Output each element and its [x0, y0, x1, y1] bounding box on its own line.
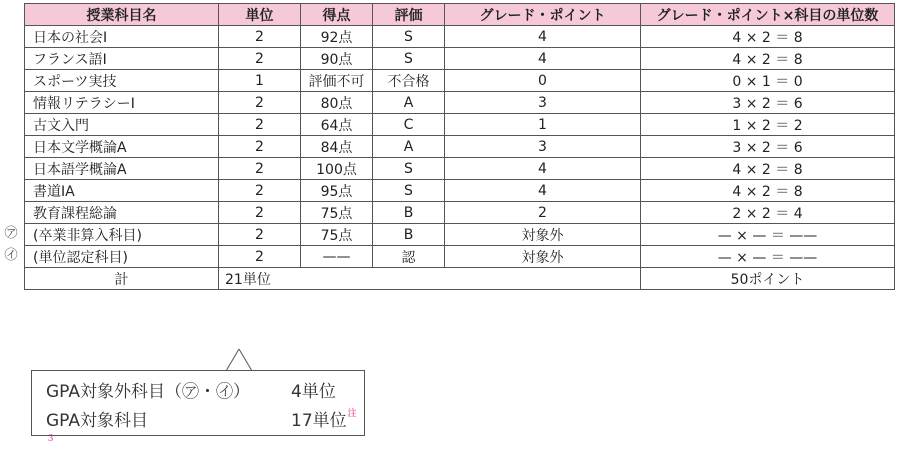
- score-cell: 90点: [301, 48, 373, 70]
- header-row: [25, 4, 895, 26]
- weighted-points-cell: 2 × 2 ＝ 4: [641, 202, 895, 224]
- score-cell: 92点: [301, 26, 373, 48]
- excluded-label: GPA対象外科目（㋐・㋑）: [46, 382, 250, 402]
- row-marker: ㋑: [4, 248, 18, 263]
- credits-cell: 2: [219, 26, 301, 48]
- score-cell: 75点: [301, 202, 373, 224]
- credits-cell: 1: [219, 70, 301, 92]
- included-label: GPA対象科目: [46, 411, 148, 431]
- note-marker: 注３: [46, 409, 357, 444]
- table-row: [25, 136, 895, 158]
- grade-point-cell: 1: [445, 114, 641, 136]
- credits-cell: 2: [219, 202, 301, 224]
- grade-cell: B: [373, 224, 445, 246]
- grade-cell: 不合格: [373, 70, 445, 92]
- table-row: [25, 246, 895, 268]
- weighted-points-cell: 3 × 2 ＝ 6: [641, 92, 895, 114]
- grade-point-cell: 4: [445, 158, 641, 180]
- grade-cell: C: [373, 114, 445, 136]
- grade-point-cell: 0: [445, 70, 641, 92]
- table-row: [25, 114, 895, 136]
- credits-cell: 2: [219, 136, 301, 158]
- table-row: [25, 224, 895, 246]
- weighted-points-cell: 1 × 2 ＝ 2: [641, 114, 895, 136]
- grade-point-cell: 2: [445, 202, 641, 224]
- grade-cell: S: [373, 180, 445, 202]
- grade-cell: A: [373, 92, 445, 114]
- score-cell: 75点: [301, 224, 373, 246]
- callout-line-included: [46, 406, 364, 451]
- subject-cell: 日本語学概論A: [25, 158, 219, 180]
- callout-line-excluded: [46, 377, 336, 402]
- grade-cell: S: [373, 26, 445, 48]
- total-credits: 21単位: [219, 268, 641, 290]
- grade-cell: B: [373, 202, 445, 224]
- weighted-points-cell: 0 × 1 ＝ 0: [641, 70, 895, 92]
- score-cell: 100点: [301, 158, 373, 180]
- score-cell: 評価不可: [301, 70, 373, 92]
- grade-point-cell: 対象外: [445, 246, 641, 268]
- included-value: 17単位: [291, 411, 347, 431]
- header-grade-point: グレード・ポイント: [445, 4, 641, 26]
- weighted-points-cell: — × — ＝ ——: [641, 224, 895, 246]
- table-row: [25, 202, 895, 224]
- total-label: 計: [25, 268, 219, 290]
- weighted-points-cell: 4 × 2 ＝ 8: [641, 26, 895, 48]
- credits-cell: 2: [219, 158, 301, 180]
- subject-cell: 教育課程総論: [25, 202, 219, 224]
- header-credits: 単位: [219, 4, 301, 26]
- score-cell: 80点: [301, 92, 373, 114]
- credits-cell: 2: [219, 224, 301, 246]
- table-row: [25, 70, 895, 92]
- table-row: [25, 158, 895, 180]
- table-row: [25, 92, 895, 114]
- subject-cell: 日本文学概論A: [25, 136, 219, 158]
- callout-pointer: [226, 349, 256, 371]
- grade-cell: S: [373, 48, 445, 70]
- table-row: [25, 26, 895, 48]
- gpa-callout: [31, 370, 365, 444]
- total-points: 50ポイント: [641, 268, 895, 290]
- grade-point-cell: 3: [445, 136, 641, 158]
- credits-cell: 2: [219, 180, 301, 202]
- subject-cell: 日本の社会Ⅰ: [25, 26, 219, 48]
- header-grade: 評価: [373, 4, 445, 26]
- credits-cell: 2: [219, 92, 301, 114]
- subject-cell: フランス語Ⅰ: [25, 48, 219, 70]
- subject-cell: 書道ⅠA: [25, 180, 219, 202]
- table-row: [25, 48, 895, 70]
- credits-cell: 2: [219, 246, 301, 268]
- table-row: [25, 180, 895, 202]
- grade-cell: S: [373, 158, 445, 180]
- subject-cell: スポーツ実技: [25, 70, 219, 92]
- grade-point-cell: 対象外: [445, 224, 641, 246]
- grades-table: [24, 3, 895, 290]
- excluded-value: 4単位: [291, 382, 336, 402]
- row-marker: ㋐: [4, 226, 18, 241]
- subject-cell: (単位認定科目): [25, 246, 219, 268]
- total-row: [25, 268, 895, 290]
- weighted-points-cell: 4 × 2 ＝ 8: [641, 158, 895, 180]
- grade-cell: A: [373, 136, 445, 158]
- grade-point-cell: 4: [445, 48, 641, 70]
- grade-point-cell: 3: [445, 92, 641, 114]
- grade-cell: 認: [373, 246, 445, 268]
- header-score: 得点: [301, 4, 373, 26]
- grades-body: [25, 26, 895, 268]
- score-cell: 64点: [301, 114, 373, 136]
- score-cell: 95点: [301, 180, 373, 202]
- subject-cell: 古文入門: [25, 114, 219, 136]
- score-cell: 84点: [301, 136, 373, 158]
- header-weighted-points: グレード・ポイント×科目の単位数: [641, 4, 895, 26]
- header-subject: 授業科目名: [25, 4, 219, 26]
- grade-point-cell: 4: [445, 26, 641, 48]
- grade-point-cell: 4: [445, 180, 641, 202]
- subject-cell: (卒業非算入科目): [25, 224, 219, 246]
- credits-cell: 2: [219, 114, 301, 136]
- weighted-points-cell: 4 × 2 ＝ 8: [641, 180, 895, 202]
- credits-cell: 2: [219, 48, 301, 70]
- weighted-points-cell: — × — ＝ ——: [641, 246, 895, 268]
- subject-cell: 情報リテラシーⅠ: [25, 92, 219, 114]
- score-cell: ——: [301, 246, 373, 268]
- weighted-points-cell: 3 × 2 ＝ 6: [641, 136, 895, 158]
- weighted-points-cell: 4 × 2 ＝ 8: [641, 48, 895, 70]
